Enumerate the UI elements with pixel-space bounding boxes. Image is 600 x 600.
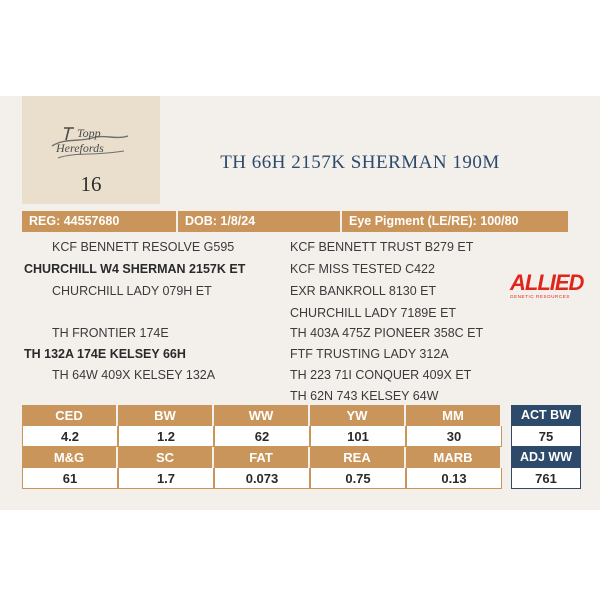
pedigree-dam-dam-dam: TH 62N 743 KELSEY 64W (290, 389, 439, 403)
epd-header-fat: FAT (214, 447, 310, 468)
pedigree-sire-dam: CHURCHILL LADY 079H ET (52, 284, 212, 298)
adj-ww-label: ADJ WW (511, 447, 581, 468)
epd-header-ww: WW (214, 405, 310, 426)
epd-value-bw: 1.2 (118, 426, 214, 447)
date-of-birth: DOB: 1/8/24 (178, 211, 342, 232)
epd-value-mg: 61 (22, 468, 118, 489)
allied-genetic-resources-logo (510, 272, 582, 302)
registration-info-bar (22, 211, 568, 232)
animal-name-title: TH 66H 2157K SHERMAN 190M (220, 152, 500, 173)
pedigree-dam: TH 132A 174E KELSEY 66H (24, 347, 186, 361)
pedigree-sire-dam-dam: CHURCHILL LADY 7189E ET (290, 306, 457, 320)
registration-number: REG: 44557680 (22, 211, 178, 232)
pedigree-dam-sire-sire: TH 403A 475Z PIONEER 358C ET (290, 326, 484, 340)
epd-value-ced: 4.2 (22, 426, 118, 447)
epd-header-mm: MM (406, 405, 502, 426)
sponsor-tagline: GENETIC RESOURCES (510, 294, 570, 299)
epd-value-mm: 30 (406, 426, 502, 447)
epd-value-rea: 0.75 (310, 468, 406, 489)
epd-header-marb: MARB (406, 447, 502, 468)
adj-ww-value: 761 (511, 468, 581, 489)
epd-header-yw: YW (310, 405, 406, 426)
pedigree-sire-sire: KCF BENNETT RESOLVE G595 (52, 240, 235, 254)
lot-number: 16 (80, 172, 102, 196)
pedigree-dam-sire: TH FRONTIER 174E (52, 326, 169, 340)
pedigree-dam-dam: TH 64W 409X KELSEY 132A (52, 368, 216, 382)
epd-value-fat: 0.073 (214, 468, 310, 489)
sponsor-name: ALLIED (510, 270, 584, 295)
epd-header-sc: SC (118, 447, 214, 468)
act-bw-value: 75 (511, 426, 581, 447)
epd-header-rea: REA (310, 447, 406, 468)
logo-text-bottom: Herefords (56, 141, 104, 155)
pedigree-sire-sire-sire: KCF BENNETT TRUST B279 ET (290, 240, 474, 254)
topp-herefords-logo (44, 118, 134, 168)
pedigree-sire-sire-dam: KCF MISS TESTED C422 (290, 262, 435, 276)
epd-value-marb: 0.13 (406, 468, 502, 489)
pedigree-sire-dam-sire: EXR BANKROLL 8130 ET (290, 284, 437, 298)
eye-pigment: Eye Pigment (LE/RE): 100/80 (349, 214, 519, 228)
epd-value-sc: 1.7 (118, 468, 214, 489)
act-bw-label: ACT BW (511, 405, 581, 426)
logo-text-top: Topp (77, 126, 101, 140)
weights-table (511, 405, 581, 489)
epd-header-mg: M&G (22, 447, 118, 468)
pedigree-dam-sire-dam: FTF TRUSTING LADY 312A (290, 347, 449, 361)
epd-header-ced: CED (22, 405, 118, 426)
pedigree-sire: CHURCHILL W4 SHERMAN 2157K ET (24, 262, 246, 276)
epd-value-ww: 62 (214, 426, 310, 447)
epd-header-bw: BW (118, 405, 214, 426)
pedigree-dam-dam-sire: TH 223 71I CONQUER 409X ET (290, 368, 472, 382)
epd-table (22, 405, 502, 489)
epd-value-yw: 101 (310, 426, 406, 447)
